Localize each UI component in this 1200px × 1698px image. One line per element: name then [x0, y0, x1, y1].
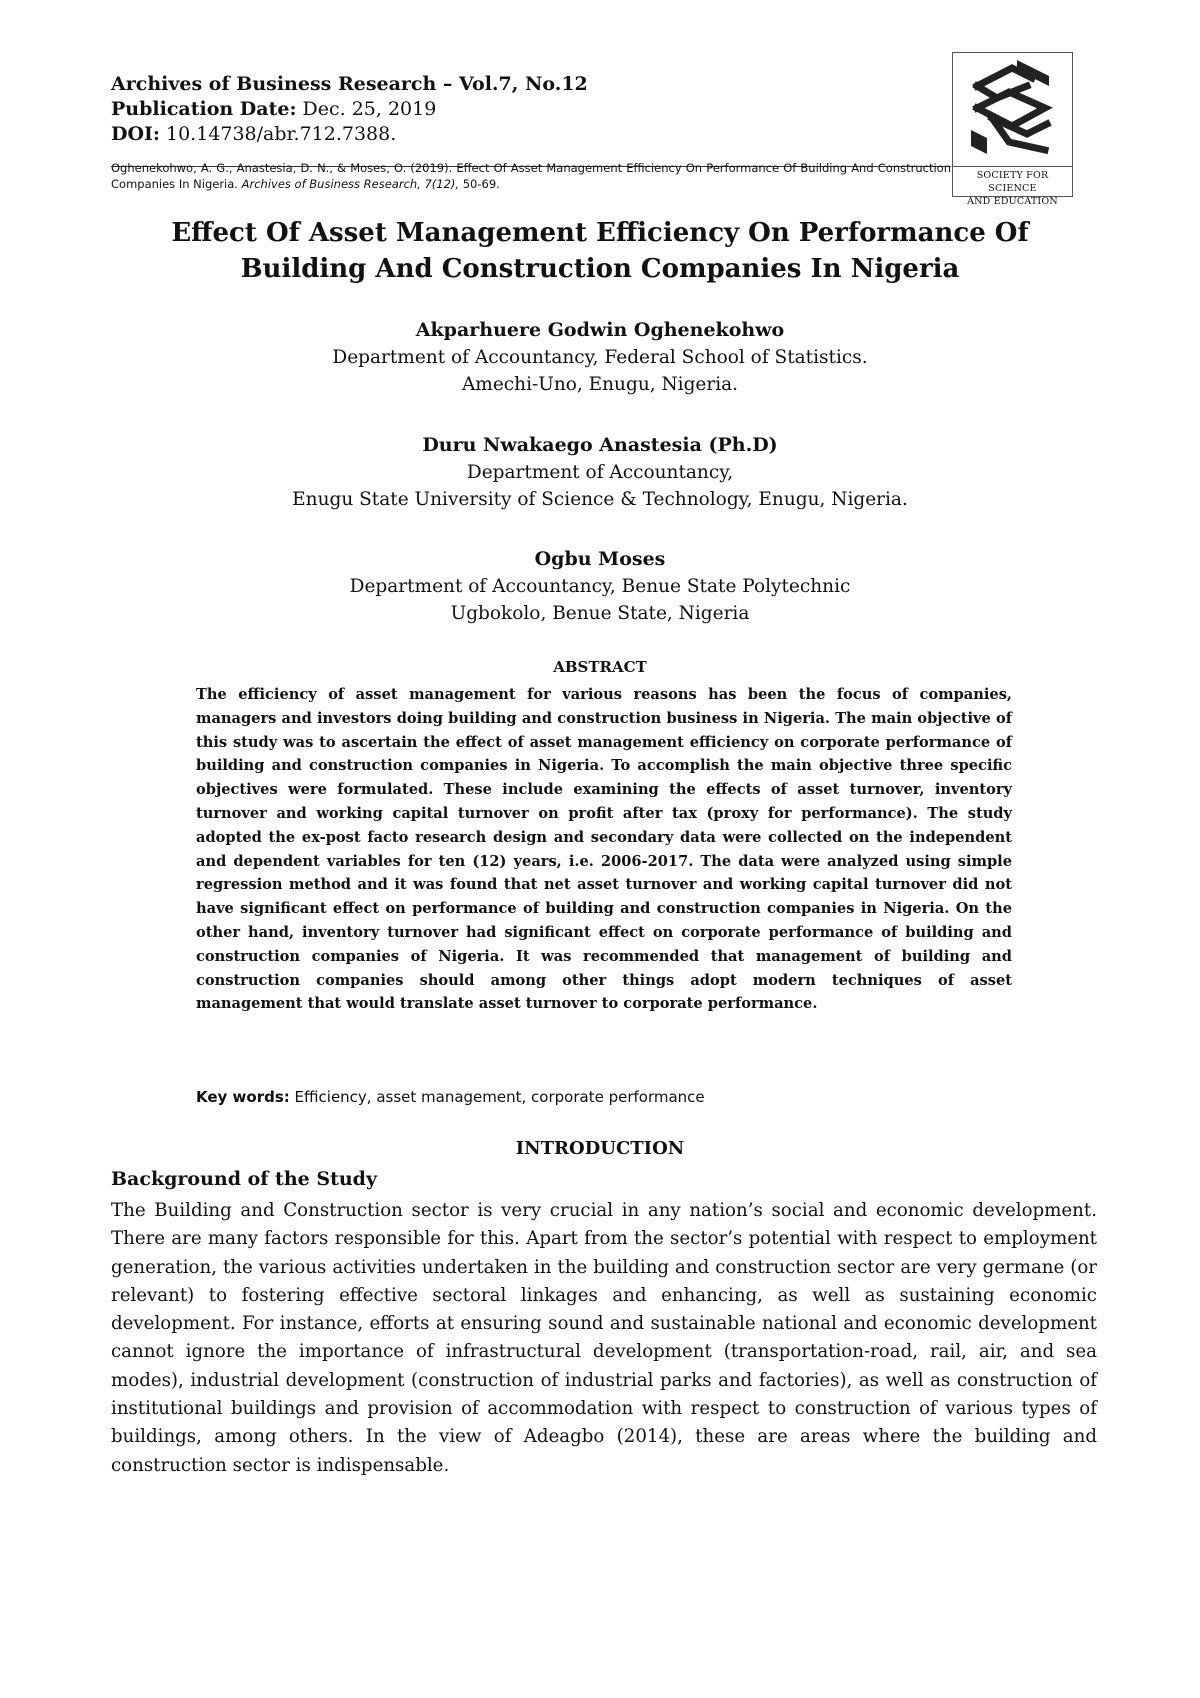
publication-date-label: Publication Date: — [111, 98, 297, 120]
author-name: Ogbu Moses — [534, 548, 666, 570]
section-heading: Background of the Study — [111, 1168, 377, 1190]
author-name: Duru Nwakaego Anastesia (Ph.D) — [422, 434, 778, 456]
keywords — [196, 1088, 1012, 1106]
body-paragraph: The Building and Construction sector is very crucial in any nation’s social and economic development. There are many factors responsible for this. Apart from the sector’s potential with respect to employment generation, the various activities undertaken in the building and construction sector are very germane (or relevant) to fostering effective sectoral linkages and enhancing, as well as sustaining economic development. For instance, efforts at ensuring sound and sustainable national and economic development cannot ignore the importance of infrastructural development (transportation-road, rail, air, and sea modes), industrial development (construction of industrial parks and factories), as well as construction of institutional buildings and provision of accommodation with respect to construction of various types of buildings, among others. In the view of Adeagbo (2014), these are areas where the building and construction sector is indispensable. — [111, 1200, 1097, 1476]
author-name: Akparhuere Godwin Oghenekohwo — [415, 319, 785, 341]
abstract-heading: ABSTRACT — [553, 658, 647, 676]
journal-header — [111, 72, 951, 147]
introduction-heading: INTRODUCTION — [515, 1138, 685, 1159]
citation: Oghenekohwo, A. G., Anastesia, D. N., & Moses, O. (2019). Effect Of Asset Management Efficiency On Performance Of Building And Construction Companies In Nigeria. Archives of Business Research, 7(12), 50-69. — [111, 161, 951, 191]
paper-title: Effect Of Asset Management Efficiency On Performance Of Building And Construction Companies In Nigeria — [171, 218, 1029, 284]
doi-label: DOI: — [111, 123, 160, 145]
keywords-value: Efficiency, asset management, corporate performance — [294, 1088, 705, 1106]
author-block-1 — [111, 316, 1089, 398]
citation-journal: Archives of Business Research, 7(12), — [241, 177, 460, 191]
keywords-label: Key words: — [196, 1088, 290, 1106]
publication-date: Dec. 25, 2019 — [302, 98, 437, 120]
author-affiliation: Amechi-Uno, Enugu, Nigeria. — [461, 374, 739, 395]
doi-link[interactable]: 10.14738/abr.712.7388. — [165, 123, 397, 145]
author-affiliation: Enugu State University of Science & Technology, Enugu, Nigeria. — [292, 489, 908, 510]
author-affiliation: Department of Accountancy, — [466, 462, 734, 483]
journal-line: Archives of Business Research – Vol.7, No.12 — [111, 73, 588, 95]
abstract-text: The efficiency of asset management for various reasons has been the focus of companies, managers and investors doing building and construction business in Nigeria. The main objective of this study was to ascertain the effect of asset management efficiency on corporate performance of building and construction companies in Nigeria. To accomplish the main objective three specific objectives were formulated. These include examining the effects of asset turnover, inventory turnover and working capital turnover on profit after tax (proxy for performance). The study adopted the ex-post facto research design and secondary data were collected on the independent and dependent variables for ten (12) years, i.e. 2006-2017. The data were analyzed using simple regression method and it was found that net asset turnover and working capital turnover did not have significant effect on performance of building and construction companies in Nigeria. On the other hand, inventory turnover had significant effect on corporate performance of building and construction companies of Nigeria. It was recommended that management of building and construction companies should among other things adopt modern techniques of asset management that would translate asset turnover to corporate performance. — [196, 686, 1012, 1013]
author-affiliation: Ugbokolo, Benue State, Nigeria — [450, 603, 750, 624]
sse-logo-icon — [957, 56, 1067, 162]
sse-logo — [952, 52, 1073, 207]
author-affiliation: Department of Accountancy, Federal School of Statistics. — [332, 347, 868, 368]
author-block-3 — [111, 545, 1089, 627]
logo-caption: SOCIETY FOR SCIENCE AND EDUCATION — [953, 166, 1072, 196]
author-block-2 — [111, 431, 1089, 513]
author-affiliation: Department of Accountancy, Benue State Polytechnic — [349, 576, 851, 597]
